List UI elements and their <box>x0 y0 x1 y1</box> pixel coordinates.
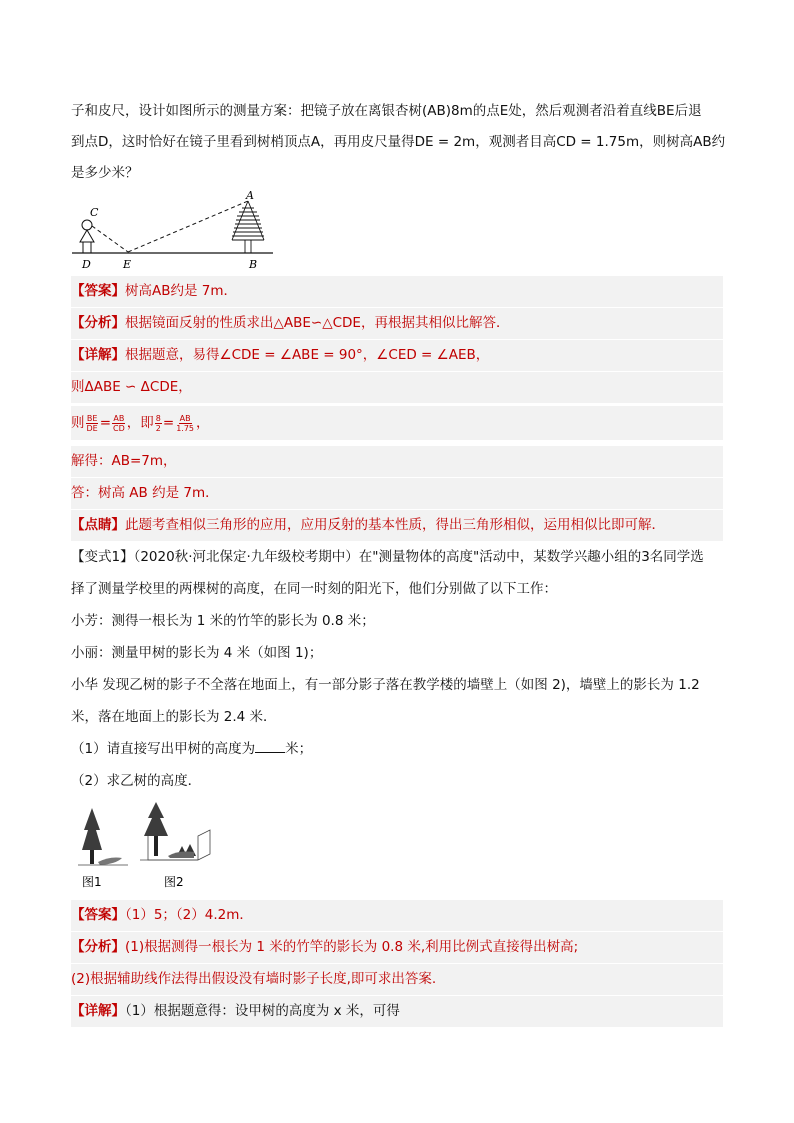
variant-line-3: 小芳：测得一根长为 1 米的竹竿的影长为 0.8 米； <box>71 613 375 629</box>
ratio-mid: ，即 <box>126 415 154 431</box>
variant-line-1: 【变式1】（2020秋·河北保定·九年级校考期中）在"测量物体的高度"活动中，某数学兴趣小组的3名同学选 <box>71 549 704 565</box>
question-2: （2）求乙树的高度． <box>71 773 202 789</box>
detail-2-tag: 【详解】 <box>71 1003 125 1019</box>
ratio-suffix: ， <box>196 415 210 431</box>
question-1-prefix: （1）请直接写出甲树的高度为 <box>71 741 256 757</box>
caption-figure-2: 图2 <box>164 875 184 889</box>
problem-line-3: 是多少米？ <box>71 165 139 181</box>
answer-text: 树高AB约是 7m． <box>125 283 238 299</box>
variant-line-6: 米，落在地面上的影长为 2.4 米． <box>71 709 277 725</box>
answer-2-text: （1）5；（2）4.2m． <box>125 907 253 923</box>
final-answer-line: 答：树高 AB 约是 7m． <box>71 478 723 509</box>
fraction-8-2 <box>155 414 162 433</box>
detail-2-text: （1）根据题意得：设甲树的高度为 x 米，可得 <box>125 1003 400 1019</box>
fraction-be-de <box>86 414 99 433</box>
fraction-denominator: 2 <box>155 423 161 433</box>
fraction-denominator: 1.75 <box>176 423 194 433</box>
problem-line-2: 到点D，这时恰好在镜子里看到树梢顶点A，再用皮尺量得DE = 2m，观测者目高CD = 1.75m，则树高AB约 <box>71 134 726 150</box>
answer-2-tag: 【答案】 <box>71 907 125 923</box>
solve-line: 解得：AB=7m， <box>71 446 723 477</box>
analysis-2-text: (1)根据测得一根长为 1 米的竹竿的影长为 0.8 米,利用比例式直接得出树高; <box>125 939 579 955</box>
equals-sign: = <box>162 415 175 431</box>
analysis-text: 根据镜面反射的性质求出△ABE∽△CDE，再根据其相似比解答． <box>125 315 510 331</box>
variant-line-2: 择了测量学校里的两棵树的高度，在同一时刻的阳光下，他们分别做了以下工作： <box>71 581 557 597</box>
question-1-suffix: 米； <box>285 741 313 757</box>
detail-line <box>71 340 723 371</box>
variant-line-4: 小丽：测量甲树的影长为 4 米（如图 1)； <box>71 645 323 661</box>
detail-tag: 【详解】 <box>71 347 125 363</box>
analysis-tag: 【分析】 <box>71 315 125 331</box>
fraction-numerator: AB <box>179 413 191 423</box>
fraction-ab-cd <box>112 414 126 433</box>
fraction-numerator: 8 <box>155 413 161 423</box>
variant-line-5: 小华 发现乙树的影子不全落在地面上，有一部分影子落在教学楼的墙壁上（如图 2)，墙壁上的影长为 1.2 <box>71 677 700 693</box>
fraction-numerator: BE <box>86 413 98 423</box>
answer-line <box>71 276 723 307</box>
comment-tag: 【点睛】 <box>71 517 125 533</box>
comment-text: 此题考查相似三角形的应用，应用反射的基本性质，得出三角形相似，运用相似比即可解． <box>125 517 665 533</box>
label-A: A <box>246 190 254 202</box>
similarity-line: 则ΔABE ∽ ΔCDE， <box>71 372 723 403</box>
analysis-line <box>71 308 723 339</box>
fraction-denominator: CD <box>113 423 125 433</box>
analysis-2-line-2: (2)根据辅助线作法得出假设没有墙时影子长度,即可求出答案. <box>71 964 723 995</box>
tree-1-illustration <box>78 808 128 865</box>
ratio-line <box>71 406 723 440</box>
tree-shadow-figure <box>78 800 213 892</box>
ratio-prefix: 则 <box>71 415 85 431</box>
label-B: B <box>249 258 258 271</box>
problem-line-1: 子和皮尺，设计如图所示的测量方案：把镜子放在离银杏树(AB)8m的点E处，然后观测者沿着直线BE后退 <box>71 103 702 119</box>
mirror-reflection-figure <box>70 190 275 275</box>
fraction-denominator: DE <box>86 423 98 433</box>
comment-line <box>71 510 723 541</box>
fraction-ab-175 <box>175 414 195 433</box>
answer-2-line <box>71 900 723 931</box>
analysis-2-tag: 【分析】 <box>71 939 125 955</box>
label-E: E <box>123 258 132 271</box>
question-1 <box>71 734 723 765</box>
detail-text: 根据题意，易得∠CDE = ∠ABE = 90°，∠CED = ∠AEB， <box>125 347 490 363</box>
tree-2-illustration <box>140 802 210 860</box>
analysis-2-line <box>71 932 723 963</box>
equals-sign: = <box>99 415 112 431</box>
detail-2-line <box>71 996 723 1027</box>
label-C: C <box>90 206 99 219</box>
answer-tag: 【答案】 <box>71 283 125 299</box>
caption-figure-1: 图1 <box>82 875 102 889</box>
label-D: D <box>82 258 91 271</box>
fraction-numerator: AB <box>113 413 125 423</box>
answer-blank <box>255 738 285 753</box>
